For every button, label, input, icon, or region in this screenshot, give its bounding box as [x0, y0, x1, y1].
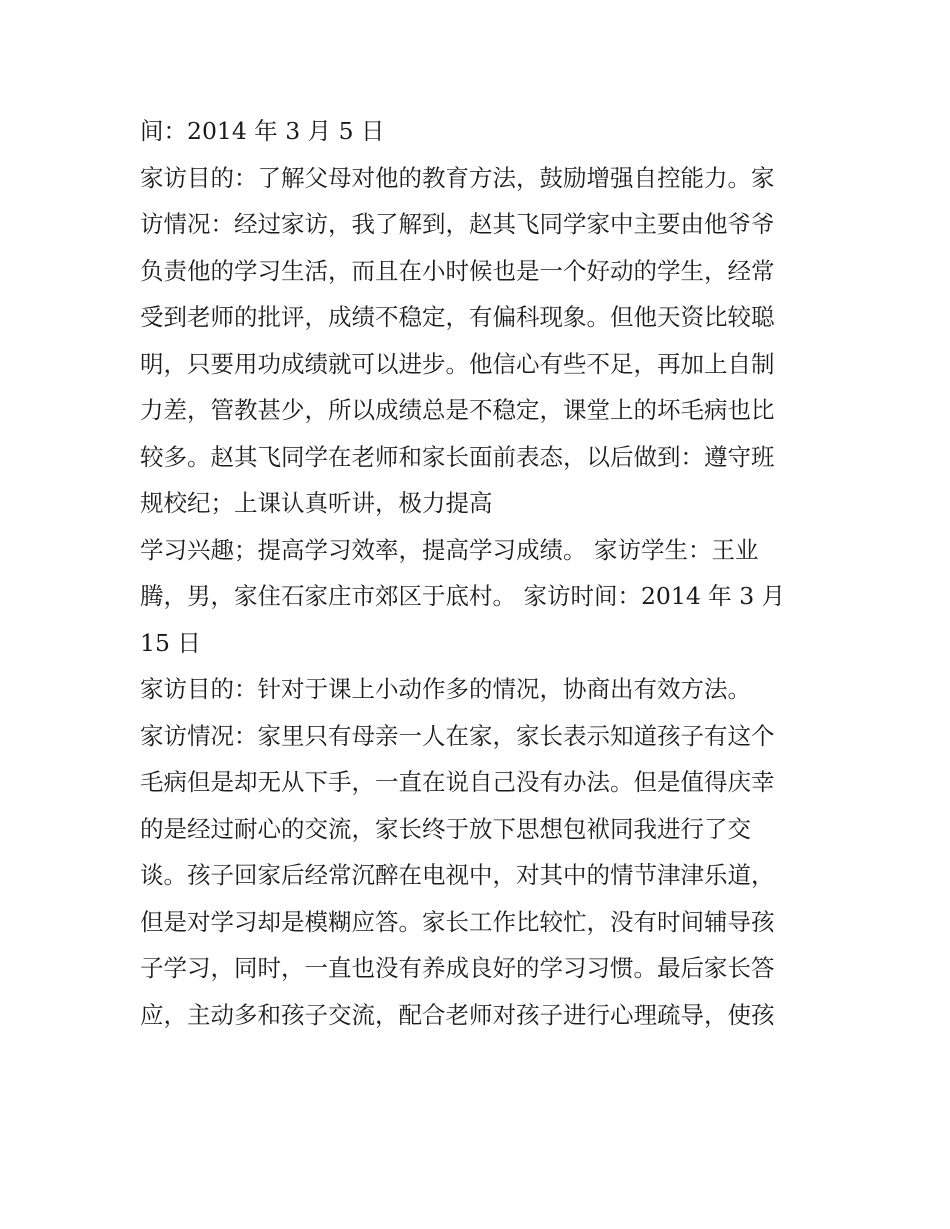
text-line: 访情况：经过家访，我了解到，赵其飞同学家中主要由他爷爷 — [140, 210, 775, 238]
text-line: 腾，男，家住石家庄市郊区于底村。 家访时间：2014 年 3 月 — [140, 582, 786, 610]
text-line: 受到老师的批评，成绩不稳定，有偏科现象。但他天资比较聪 — [140, 303, 775, 331]
text-line: 家访目的：针对于课上小动作多的情况，协商出有效方法。 — [140, 675, 751, 703]
text-line: 力差，管教甚少，所以成绩总是不稳定，课堂上的坏毛病也比 — [140, 396, 775, 424]
text-line: 间：2014 年 3 月 5 日 — [140, 117, 385, 145]
text-line: 较多。赵其飞同学在老师和家长面前表态，以后做到：遵守班 — [140, 442, 775, 471]
text-line: 明，只要用功成绩就可以进步。他信心有些不足，再加上自制 — [140, 349, 775, 378]
text-line: 家访目的：了解父母对他的教育方法，鼓励增强自控能力。家 — [140, 163, 775, 192]
text-line: 的是经过耐心的交流，家长终于放下思想包袱同我进行了交 — [140, 814, 751, 843]
text-line: 毛病但是却无从下手，一直在说自己没有办法。但是值得庆幸 — [140, 768, 775, 796]
text-line: 负责他的学习生活，而且在小时候也是一个好动的学生，经常 — [140, 256, 775, 285]
text-line: 应，主动多和孩子交流，配合老师对孩子进行心理疏导，使孩 — [140, 1000, 775, 1029]
text-line: 子学习，同时，一直也没有养成良好的学习习惯。最后家长答 — [140, 954, 775, 982]
text-line: 15 日 — [140, 628, 201, 657]
text-line: 规校纪；上课认真听讲，极力提高 — [140, 489, 493, 517]
text-line: 学习兴趣；提高学习效率，提高学习成绩。 家访学生：王业 — [140, 535, 759, 564]
text-line: 谈。孩子回家后经常沉醉在电视中，对其中的情节津津乐道， — [140, 861, 775, 889]
document-body — [140, 108, 820, 1038]
text-line: 但是对学习却是模糊应答。家长工作比较忙，没有时间辅导孩 — [140, 907, 775, 936]
text-line: 家访情况：家里只有母亲一人在家，家长表示知道孩子有这个 — [140, 721, 775, 750]
